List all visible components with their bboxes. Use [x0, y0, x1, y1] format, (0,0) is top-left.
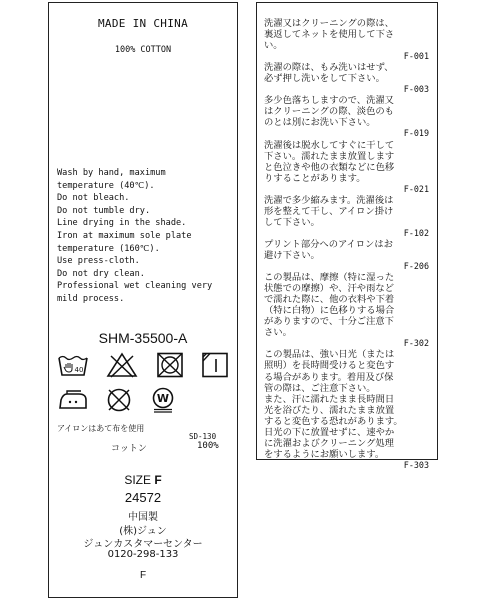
wash-temperature: 40	[74, 366, 84, 374]
cotton-jp: コットン	[111, 444, 147, 454]
care-text-line: この製品は、強い日光（または	[264, 349, 395, 361]
care-line: Professional wet cleaning very	[57, 281, 213, 292]
care-symbols-row-2	[57, 387, 177, 413]
care-text-line: この製品は、摩擦（特に湿った	[264, 272, 395, 284]
care-line: Wash by hand, maximum	[57, 168, 166, 178]
care-text-line: 裏返してネットを使用して下さ	[264, 29, 395, 41]
care-text-line: 管の際は、ご注意下さい。	[264, 382, 376, 394]
care-code: F-302	[403, 338, 429, 349]
no-tumble-dry-icon	[156, 352, 184, 378]
size-value: F	[154, 473, 162, 487]
care-symbols-row-1	[57, 352, 229, 378]
care-text-line: 洗濯の際は、もみ洗いはせず、	[264, 62, 394, 74]
care-text-line: る場合があります。着用及び保	[264, 371, 394, 383]
care-code: F-001	[403, 51, 429, 62]
cotton-percent: 100%	[197, 441, 219, 451]
care-text-line: に洗濯およびクリーニング処理	[264, 437, 394, 449]
care-text-line: プリント部分へのアイロンはお	[264, 238, 393, 250]
care-text-line: すると変色する恐れがあります。	[264, 415, 403, 427]
care-instructions-english	[57, 167, 212, 306]
care-line: Do not bleach.	[57, 193, 130, 204]
care-text-line: い。	[264, 40, 283, 52]
care-text-line: と色泣きや他の衣類などに色移	[264, 161, 395, 173]
iron-medium-icon	[57, 387, 89, 413]
care-text-line: 洗濯又はクリーニングの際は、	[264, 18, 394, 29]
bottom-letter: F	[139, 570, 147, 581]
care-instructions-japanese	[264, 18, 432, 471]
no-bleach-icon	[106, 352, 138, 378]
item-number: 24572	[124, 490, 162, 505]
care-line: mild process.	[57, 293, 125, 304]
care-line: Iron at maximum sole plate	[57, 230, 192, 241]
size-line	[49, 473, 237, 487]
care-line: Use press-cloth.	[57, 256, 140, 267]
care-code: F-102	[403, 227, 429, 238]
care-text-line: 形を整えて干し、アイロン掛け	[264, 205, 394, 217]
care-text-line: 避け下さい。	[264, 249, 320, 261]
care-text-line: 日光の下に放置せずに、速やか	[264, 426, 395, 438]
care-line: Line drying in the shade.	[57, 218, 187, 229]
line-dry-shade-icon	[201, 352, 229, 378]
sd-code: SD-130	[189, 432, 217, 441]
wet-clean-mild-icon	[149, 387, 177, 413]
care-text-line: して下さい。	[264, 216, 320, 228]
care-text-line: をするようにお願いします。	[264, 448, 385, 460]
size-label: SIZE	[124, 473, 151, 487]
care-line: Do not dry clean.	[57, 268, 145, 279]
care-code: F-206	[403, 261, 429, 272]
care-label-left	[48, 2, 238, 598]
care-label-right	[256, 2, 438, 470]
customer-center: ジュンカスタマーセンター	[83, 539, 203, 550]
care-text-line: 洗濯後は脱水してすぐに干して	[264, 139, 395, 151]
company-name: (株)ジュン	[119, 526, 167, 537]
care-line: temperature (160℃).	[57, 243, 160, 254]
care-line: Do not tumble dry.	[57, 205, 151, 216]
care-text-line: はクリーニングの際、淡色のも	[264, 106, 394, 118]
made-in-text: MADE IN CHINA	[98, 17, 188, 30]
care-line: temperature (40℃).	[57, 180, 155, 191]
no-dry-clean-icon	[105, 387, 133, 413]
care-text-line: また、汗に濡れたまま長時間日	[264, 393, 395, 405]
care-text-line: 下さい。濡れたまま放置します	[264, 150, 395, 162]
care-text-line: 洗濯で多少縮みます。洗濯後は	[264, 194, 394, 206]
phone-number: 0120-298-133	[107, 549, 179, 560]
care-text-line: さい。	[264, 327, 292, 339]
care-text-line: で濡れた際に、他の衣料や下着	[264, 294, 395, 306]
care-code: F-019	[403, 128, 429, 139]
care-code: F-303	[403, 459, 429, 470]
care-text-line: 光を浴びたり、濡れたまま放置	[264, 404, 395, 416]
care-text-line: 状態での摩擦）や、汗や雨など	[264, 283, 394, 295]
care-text-line: 照明）を長時間受けると変色す	[264, 360, 395, 372]
care-text-line: のとは別にお洗い下さい。	[264, 117, 376, 129]
care-text-line: りすることがあります。	[264, 172, 366, 184]
origin-jp: 中国製	[128, 512, 158, 523]
wet-clean-letter: W	[156, 392, 170, 405]
care-code: F-021	[403, 183, 429, 194]
hand-wash-40-icon	[57, 352, 89, 378]
care-text-line: 多少色落ちしますので、洗濯又	[264, 95, 394, 107]
care-text-line: （特に白物）に色移りする場合	[264, 305, 395, 317]
care-text-line: がありますので、十分ご注意下	[264, 316, 394, 328]
product-code: SHM-35500-A	[98, 330, 188, 346]
material-text: 100% COTTON	[114, 45, 172, 55]
iron-note-jp: アイロンはあて布を使用	[57, 424, 145, 433]
care-text-line: 必ず押し洗いをして下さい。	[264, 73, 385, 85]
care-code: F-003	[403, 84, 429, 95]
